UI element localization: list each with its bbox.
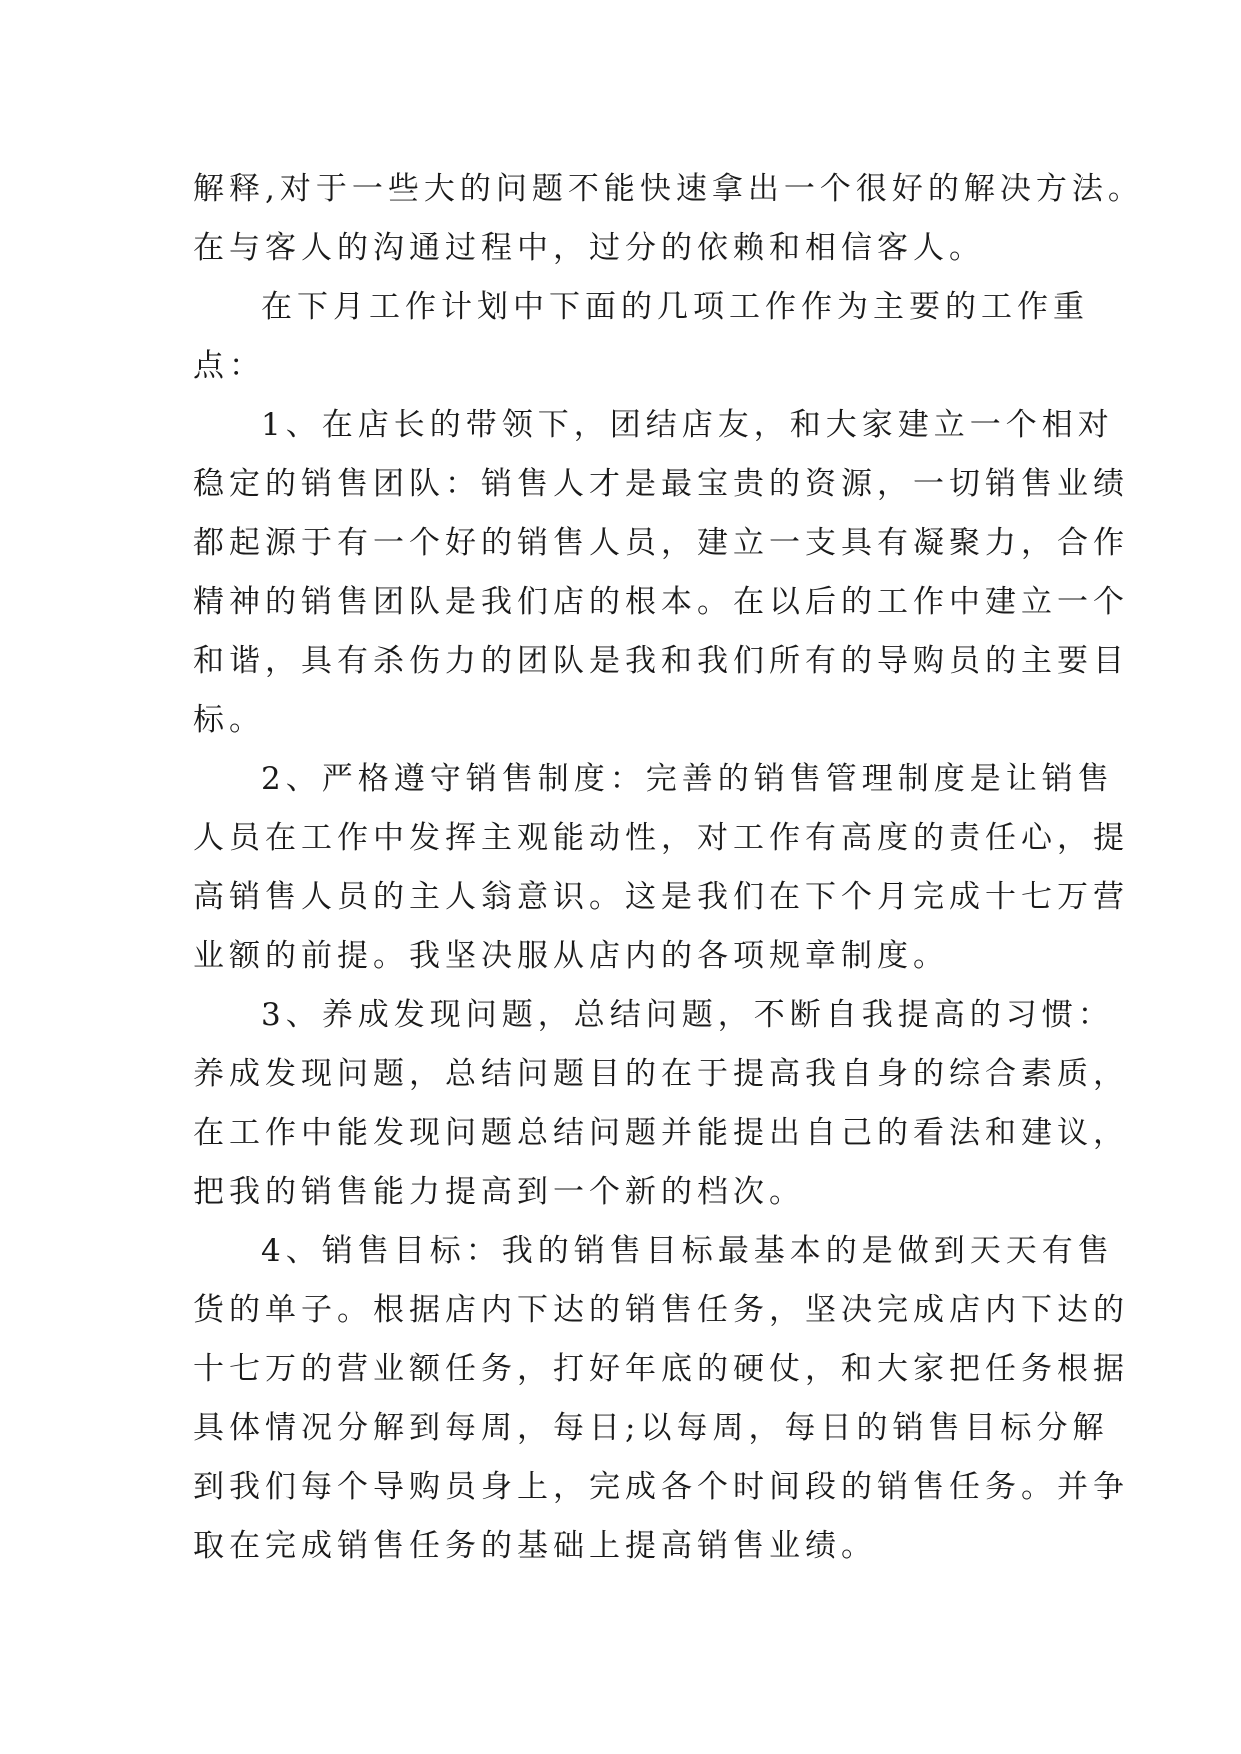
text-line: 十七万的营业额任务，打好年底的硬仗，和大家把任务根据: [193, 1351, 1129, 1387]
text-line: 都起源于有一个好的销售人员，建立一支具有凝聚力，合作: [193, 525, 1129, 561]
text-line: 在下月工作计划中下面的几项工作作为主要的工作重: [261, 289, 1089, 325]
text-line: 业额的前提。我坚决服从店内的各项规章制度。: [193, 938, 949, 974]
text-line: 在工作中能发现问题总结问题并能提出自己的看法和建议，: [193, 1115, 1129, 1151]
text-line: 高销售人员的主人翁意识。这是我们在下个月完成十七万营: [193, 879, 1129, 915]
text-line: 和谐，具有杀伤力的团队是我和我们所有的导购员的主要目: [193, 643, 1129, 679]
text-line: 标。: [193, 702, 265, 738]
text-line: 养成发现问题，总结问题目的在于提高我自身的综合素质，: [193, 1056, 1129, 1092]
text-line: 到我们每个导购员身上，完成各个时间段的销售任务。并争: [193, 1469, 1129, 1505]
text-line: 具体情况分解到每周，每日;以每周，每日的销售目标分解: [193, 1410, 1109, 1446]
text-line: 4、销售目标：我的销售目标最基本的是做到天天有售: [261, 1233, 1114, 1269]
document-body: [193, 160, 1144, 1576]
text-line: 把我的销售能力提高到一个新的档次。: [193, 1174, 805, 1210]
text-line: 3、养成发现问题，总结问题，不断自我提高的习惯：: [261, 997, 1114, 1033]
text-line: 稳定的销售团队：销售人才是最宝贵的资源，一切销售业绩: [193, 466, 1129, 502]
text-line: 在与客人的沟通过程中，过分的依赖和相信客人。: [193, 230, 985, 266]
text-line: 解释,对于一些大的问题不能快速拿出一个很好的解决方法。: [193, 171, 1144, 207]
text-line: 2、严格遵守销售制度：完善的销售管理制度是让销售: [261, 761, 1114, 797]
text-line: 点：: [193, 348, 265, 384]
text-line: 人员在工作中发挥主观能动性，对工作有高度的责任心，提: [193, 820, 1129, 856]
text-line: 货的单子。根据店内下达的销售任务，坚决完成店内下达的: [193, 1292, 1129, 1328]
text-line: 精神的销售团队是我们店的根本。在以后的工作中建立一个: [193, 584, 1129, 620]
text-line: 取在完成销售任务的基础上提高销售业绩。: [193, 1528, 877, 1564]
text-line: 1、在店长的带领下，团结店友，和大家建立一个相对: [261, 407, 1114, 443]
